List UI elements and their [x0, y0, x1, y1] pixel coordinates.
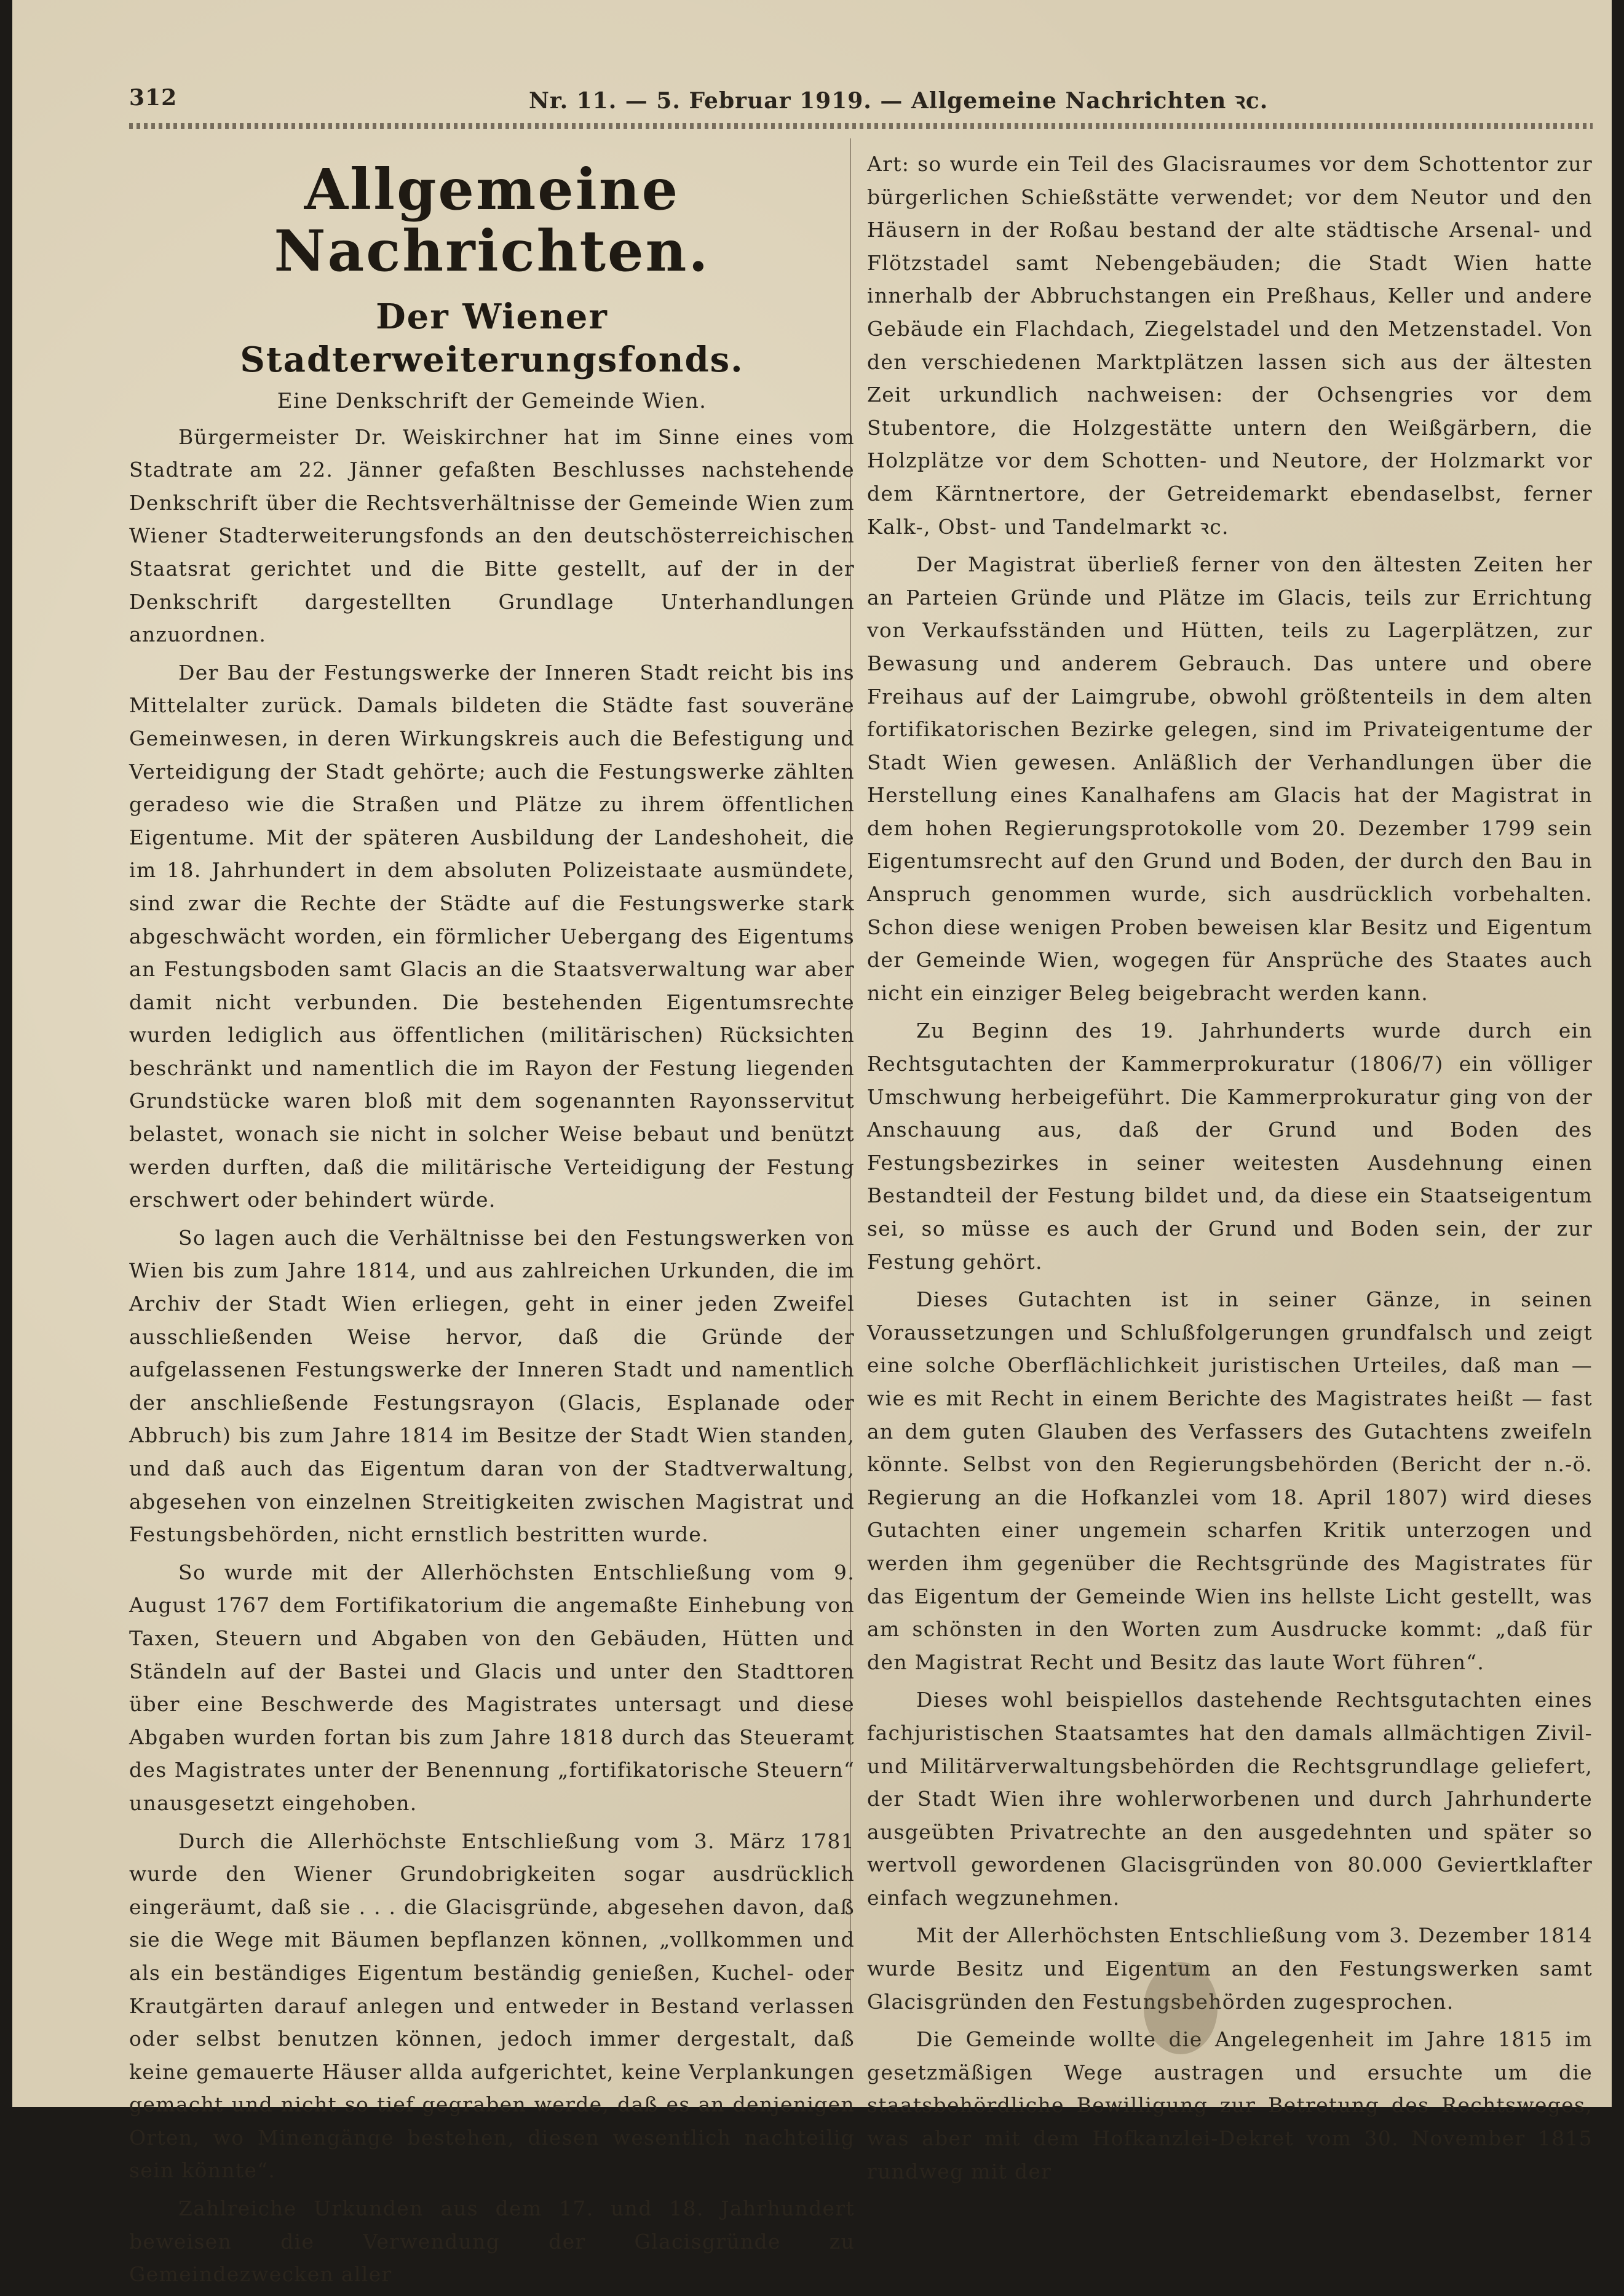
- article-title: Der Wiener Stadterweiterungsfonds.: [240, 296, 744, 380]
- paper-stain: [1144, 1962, 1218, 2054]
- right-column: [867, 148, 1593, 2193]
- paragraph: Die Gemeinde wollte die Angelegenheit im Jahre 1815 im gesetzmäßigen Wege austragen und ersuchte um die staatsbehördliche Bewilligung zur Betretung des Rechtsweges, was aber mit dem Hofkanzlei-Dekret vom 30. November 1815 rundweg mit der: [867, 2027, 1593, 2183]
- paragraph: Dieses Gutachten ist in seiner Gänze, in seinen Voraussetzungen und Schlußfolgerungen grundfalsch und zeigt eine solche Oberflächlichkeit juristischen Urteiles, daß man — wie es mit Recht in einem Berichte des Magistrates heißt — fast an dem guten Glauben des Verfassers des Gutachtens zweifeln könnte. Selbst von den Regierungsbehörden (Bericht der n.-ö. Regierung an die Hofkanzlei vom 18. April 1807) wird dieses Gutachten einer ungemein scharfen Kritik unterzogen und werden ihm gegenüber die Rechtsgründe des Magistrates für das Eigentum der Gemeinde Wien ins hellste Licht gestellt, was am schönsten in den Worten zum Ausdrucke kommt: „daß für den Magistrat Recht und Besitz das laute Wort führen“.: [867, 1287, 1593, 1674]
- paragraph: Der Bau der Festungswerke der Inneren Stadt reicht bis ins Mittelalter zurück. Damals bildeten die Städte fast souveräne Gemeinwesen, in deren Wirkungskreis auch die Befestigung und Verteidigung der Stadt gehörte; auch die Festungswerke zählten geradeso wie die Straßen und Plätze zu ihrem öffentlichen Eigentume. Mit der späteren Ausbildung der Landeshoheit, die im 18. Jahrhundert in dem absoluten Polizeistaate ausmündete, sind zwar die Rechte der Städte auf die Festungswerke stark abgeschwächt worden, ein förmlicher Uebergang des Eigentums an Festungsboden samt Glacis an die Staatsverwaltung war aber damit nicht verbunden. Die bestehenden Eigentumsrechte wurden lediglich aus öffentlichen (militärischen) Rücksichten beschränkt und namentlich die im Rayon der Festung liegenden Grundstücke waren bloß mit dem sogenannten Rayonsservitut belastet, wonach sie nicht in solcher Weise bebaut und benützt werden durften, daß die militärische Verteidigung der Festung erschwert oder behindert würde.: [129, 660, 855, 1212]
- paragraph: So lagen auch die Verhältnisse bei den Festungswerken von Wien bis zum Jahre 1814, und aus zahlreichen Urkunden, die im Archiv der Stadt Wien erliegen, geht in einer jeden Zweifel ausschließenden Weise hervor, daß die Gründe der aufgelassenen Festungswerke der Inneren Stadt und namentlich der anschließende Festungsrayon (Glacis, Esplanade oder Abbruch) bis zum Jahre 1814 im Besitze der Stadt Wien standen, und daß auch das Eigentum daran von der Stadtverwaltung, abgesehen von einzelnen Streitigkeiten zwischen Magistrat und Festungsbehörden, nicht ernstlich bestritten wurde.: [129, 1225, 855, 1547]
- running-head: Nr. 11. — 5. Februar 1919. — Allgemeine Nachrichten ꝛc.: [529, 88, 1269, 114]
- article-subtitle: Eine Denkschrift der Gemeinde Wien.: [277, 389, 707, 413]
- paragraph: Zahlreiche Urkunden aus dem 17. und 18. Jahrhundert beweisen die Verwendung der Glacisgründe zu Gemeindezwecken aller: [129, 2196, 855, 2287]
- paragraph: So wurde mit der Allerhöchsten Entschließung vom 9. August 1767 dem Fortifikatorium die angemaßte Einhebung von Taxen, Steuern und Abgaben von den Gebäuden, Hütten und Ständeln auf der Bastei und Glacis und unter den Stadttoren über eine Beschwerde des Magistrates untersagt und diese Abgaben wurden fortan bis zum Jahre 1818 durch das Steueramt des Magistrates unter der Benennung „fortifikatorische Steuern“ unausgesetzt eingehoben.: [129, 1560, 855, 1815]
- page-number: 312: [129, 85, 178, 111]
- paragraph: Zu Beginn des 19. Jahrhunderts wurde durch ein Rechtsgutachten der Kammerprokuratur (1806/7) ein völliger Umschwung herbeigeführt. Die Kammerprokuratur ging von der Anschauung aus, daß der Grund und Boden des Festungsbezirkes in seiner weitesten Ausdehnung einen Bestandteil der Festung bildet und, da diese ein Staatseigentum sei, so müsse es auch der Grund und Boden sein, der zur Festung gehört.: [867, 1019, 1593, 1274]
- page-header: [117, 74, 1605, 117]
- paragraph: Mit der Allerhöchsten Entschließung vom 3. Dezember 1814 wurde Besitz und Eigentum an den Festungswerken samt Glacisgründen den Festungsbehörden zugesprochen.: [867, 1923, 1593, 2014]
- paragraph: Dieses wohl beispiellos dastehende Rechtsgutachten eines fachjuristischen Staatsamtes hat den damals allmächtigen Zivil- und Militärverwaltungsbehörden die Rechtsgrundlage geliefert, der Stadt Wien ihre wohlerworbenen und durch Jahrhunderte ausgeübten Privatrechte an den ausgedehnten und später so wertvoll gewordenen Glacisgründen von 80.000 Geviertklafter einfach wegzunehmen.: [867, 1688, 1593, 1910]
- left-column: [129, 141, 855, 2296]
- paragraph: Art: so wurde ein Teil des Glacisraumes vor dem Schottentor zur bürgerlichen Schießstätte verwendet; vor dem Neutor und den Häusern in der Roßau bestand der alte städtische Arsenal- und Flötzstadel samt Nebengebäuden; die Stadt Wien hatte innerhalb der Abbruchstangen ein Preßhaus, Keller und andere Gebäude ein Flachdach, Ziegelstadel und den Metzenstadel. Von den verschiedenen Marktplätzen lassen sich aus der ältesten Zeit urkundlich nachweisen: der Ochsengries vor dem Stubentore, die Holzgestätte untern den Weißgärbern, die Holzplätze vor dem Schotten- und Neutore, der Holzmarkt vor dem Kärntnertore, der Getreidemarkt ebendaselbst, ferner Kalk-, Obst- und Tandelmarkt ꝛc.: [867, 152, 1593, 539]
- paragraph: Durch die Allerhöchste Entschließung vom 3. März 1781 wurde den Wiener Grundobrigkeiten sogar ausdrücklich eingeräumt, daß sie . . . die Glacisgründe, abgesehen davon, daß sie die Wege mit Bäumen bepflanzen können, „vollkommen und als ein beständiges Eigentum beständig genießen, Kuchel- oder Krautgärten darauf anlegen und entweder in Bestand verlassen oder selbst benutzen können, jedoch immer dergestalt, daß keine gemauerte Häuser allda aufgerichtet, keine Verplankungen gemacht und nicht so tief gegraben werde, daß es an denjenigen Orten, wo Minengänge bestehen, diesen wesentlich nachteilig sein könnte“.: [129, 1829, 855, 2183]
- header-rule: [129, 123, 1593, 129]
- newspaper-page: [12, 0, 1612, 2287]
- paragraph: Bürgermeister Dr. Weiskirchner hat im Sinne eines vom Stadtrate am 22. Jänner gefaßten Beschlusses nachstehende Denkschrift über die Rechtsverhältnisse der Gemeinde Wien zum Wiener Stadterweiterungsfonds an den deutschösterreichischen Staatsrat gerichtet und die Bitte gestellt, auf der in der Denkschrift dargestellten Grundlage Unterhandlungen anzuordnen.: [129, 424, 855, 647]
- section-title: Allgemeine Nachrichten.: [274, 156, 710, 284]
- paragraph: Der Magistrat überließ ferner von den ältesten Zeiten her an Parteien Gründe und Plätze im Glacis, teils zur Errichtung von Verkaufsständen und Hütten, teils zu Lagerplätzen, zur Bewasung und anderem Gebrauch. Das untere und obere Freihaus auf der Laimgrube, obwohl größtenteils in dem alten fortifikatorischen Bezirke gelegen, sind im Privateigentume der Stadt Wien gewesen. Anläßlich der Verhandlungen über die Herstellung eines Kanalhafens am Glacis hat der Magistrat in dem hohen Regierungsprotokolle vom 20. Dezember 1799 sein Eigentumsrecht auf den Grund und Boden, der durch den Bau in Anspruch genommen wurde, sich ausdrücklich vorbehalten. Schon diese wenigen Proben beweisen klar Besitz und Eigentum der Gemeinde Wien, wogegen für Ansprüche des Staates auch nicht ein einziger Beleg beigebracht werden kann.: [867, 552, 1593, 1005]
